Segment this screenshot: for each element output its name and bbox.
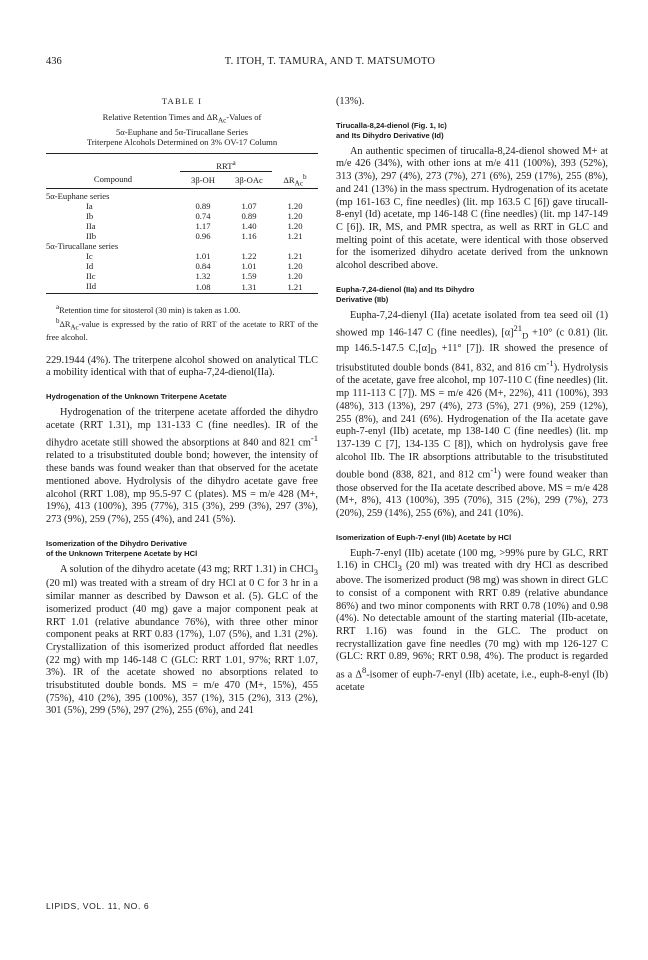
table-row: IId 1.08 1.31 1.21 bbox=[46, 281, 318, 294]
section-heading-tirucalla: Tirucalla-8,24-dienol (Fig. 1, Ic) and Its Dihydro Derivative (Id) bbox=[336, 120, 447, 140]
left-column bbox=[46, 96, 318, 718]
paragraph-tirucalla: An authentic specimen of tirucalla-8,24-dienol showed M+ at m/e 426 (34%), with other ions at m/e 411 (100%), 393 (52%), 313 (3%), 297 (4%), 273 (7%), 271 (6%), 259 (17%), 255 (8%), and 241 (13%) in the mass spectrum. Hydrogenation of its acetate (mp 161-163 C, fine needles) (lit. mp 163.5 C [6]) gave tirucall-8-enyl (Id) acetate, mp 146-148 C (fine needles) (lit. mp 147-149 C [6]). IR, MS, and PMR spectra, as well as RRT in GLC and melting point of this acetate, were identical with those observed for the isomerized dihydro acetate derived from the unknown alcohol described above. bbox=[336, 145, 608, 272]
paragraph-hydrogenation: Hydrogenation of the triterpene acetate afforded the dihydro acetate (RRT 1.31), mp 131-133 C (fine needles). IR of the dihydro acetate still showed the absorptions at 840 and 821 $cm^{-1}$ related to a trisubstituted double bond; however, the intensity of these bands was found weaker than that observed for the acetate mentioned above. Hydrolysis of the dihydro acetate gave free alcohol (RRT 1.08), mp 95.5-97 C (plates). MS = m/e 428 (M+, 19%), 413 (100%), 395 (77%), 315 (3%), 299 (3%), 297 (3%), 273 (9%), 259 (7%), 255 (4%), and 241 (5%). bbox=[46, 406, 318, 525]
table-row: IIa 1.17 1.40 1.20 bbox=[86, 221, 303, 232]
paragraph-continuation: (13%). bbox=[336, 96, 365, 107]
col-oh-header: 3β-OH bbox=[180, 172, 226, 189]
right-column bbox=[336, 96, 608, 695]
table-row: Ib 0.74 0.89 1.20 bbox=[86, 211, 303, 222]
section-heading-isomerization: Isomerization of the Dihydro Derivative of the Unknown Triterpene Acetate by HCl bbox=[46, 538, 198, 558]
running-header bbox=[46, 56, 614, 72]
table-row: Id 0.84 1.01 1.20 bbox=[86, 261, 303, 272]
paragraph-isomerization: A solution of the dihydro acetate (43 mg; RRT 1.31) in CHCl$_3$ (20 ml) was treated with a stream of dry HCl at 0 C for 3 hr in a similar manner as described by Dawson et al. (5). GLC of the isomerized product (40 mg) gave a major component peak at RRT 1.01 (relative abundance 76%), with three other minor component peaks at RRT 0.83 (17%), 1.07 (5%), and 1.31 (2%). Crystallization of this isomerized product afforded flat needles (22 mg) with mp 146-148 C (GLC: RRT 1.01, 97%; RRT 1.07, 3%). IR of the acetate showed no absorptions related to trisubstituted double bonds. MS = m/e 470 (M+, 15%), 455 (75%), 410 (2%), 395 (100%), 357 (1%), 315 (2%), 313 (2%), 301 (5%), 299 (5%), 297 (2%), 255 (6%), and 241 bbox=[46, 563, 318, 717]
footnote-a: $^a$Retention time for sitosterol (30 min) is taken as 1.00. bbox=[56, 303, 241, 316]
retention-table bbox=[46, 153, 318, 294]
table-caption-line-3: Triterpene Alcohols Determined on 3% OV-17 Column bbox=[86, 136, 278, 147]
col-oac-header: 3β-OAc bbox=[226, 172, 272, 189]
running-authors: T. ITOH, T. TAMURA, AND T. MATSUMOTO bbox=[224, 56, 436, 67]
journal-footer: LIPIDS, VOL. 11, NO. 6 bbox=[46, 901, 150, 911]
rrt-header: RRT$^a$ bbox=[180, 158, 272, 171]
table-footnotes bbox=[46, 302, 318, 342]
footnote-b: $^b\Delta R_{Ac}$-value is expressed by the ratio of RRT of the acetate to RRT of the free alcohol. bbox=[46, 317, 318, 342]
table-caption-line-2: 5α-Euphane and 5α-Tirucallane Series bbox=[115, 126, 249, 137]
paragraph-eupha: Eupha-7,24-dienyl (IIa) acetate isolated from tea seed oil (1) showed mp 146-147 C (fine needles), $[\alpha]^{21}_D +10^\circ$ (c 0.81) (lit. mp 146.5-147.5 $C,[\alpha]_D +11^\circ$ [7]). IR showed the presence of trisubstituted double bonds (841, 832, and 816 $cm^{-1}$). Hydrolysis of the acetate, gave free alcohol, mp 107-110 C (fine needles) (lit. mp 111-113 C [7]). MS = m/e 426 (M+, 22%), 411 (100%), 393 (48%), 313 (13%), 297 (4%), 273 (5%), 271 (9%), 259 (12%), 255 (8%), and 241 (6%). Hydrogenation of the IIa acetate gave euph-7-enyl (IIb) acetate, mp 138-140 C (fine needles) (lit. mp 137-139 C [7], 134-135 C [8]), which on hydrolysis gave free alcohol IIb. The IR absorptions attributable to the trisubstituted double bond (838, 821, and 812 $cm^{-1}$) were found weaker than those observed for the IIa acetate described above. MS = m/e 428 (M+, 8%), 413 (100%), 395 (70%), 315 (2%), 299 (7%), 273 (20%), 259 (14%), 255 (6%), and 241 (10%). bbox=[336, 309, 608, 519]
table-group-row: 5α-Tirucallane series bbox=[46, 241, 119, 252]
section-heading-hydrogenation: Hydrogenation of the Unknown Triterpene Acetate bbox=[46, 391, 227, 401]
table-row: Ic 1.01 1.22 1.21 bbox=[86, 251, 303, 262]
section-heading-isomerization-euph: Isomerization of Euph-7-enyl (IIb) Acetate by HCl bbox=[336, 532, 512, 542]
table-group-row: 5α-Euphane series bbox=[46, 191, 110, 202]
table-title: TABLE I bbox=[161, 96, 203, 106]
col-dr-header: $\Delta R_{Ac}^b$ bbox=[272, 172, 318, 189]
table-row: IIb 0.96 1.16 1.21 bbox=[86, 231, 303, 242]
paragraph-isomerization-euph: Euph-7-enyl (IIb) acetate (100 mg, >99% pure by GLC, RRT 1.16) in CHCl$_3$ (20 ml) was treated with dry HCl as described above. The isomerized product (98 mg) was shown in direct GLC to consist of a component with RRT 0.89 (relative abundance 86%) and two minor components with RRT 0.78 (10%) and 0.98 (4%). No detectable amount of the starting material (IIb-acetate, RRT 1.16) was found in the GLC. The product on recrystallization gave fine needles (70 mg) with mp 126-127 C (GLC: RRT 0.89, 96%; RRT 0.98, 4%). The product is regarded as a $\Delta^8$-isomer of euph-7-enyl (IIb) acetate, i.e., euph-8-enyl (Ib) acetate bbox=[336, 547, 609, 694]
col-compound-header: Compound bbox=[46, 172, 180, 189]
paragraph-intro: 229.1944 (4%). The triterpene alcohol showed on analytical TLC a mobility identical with that of eupha-7,24-dienol(IIa). bbox=[46, 354, 318, 379]
section-heading-eupha: Eupha-7,24-dienol (IIa) and Its Dihydro Derivative (IIb) bbox=[336, 284, 475, 304]
table-row: IIc 1.32 1.59 1.20 bbox=[86, 271, 303, 282]
table-caption-line-1: Relative Retention Times and $\Delta R_{Ac}$-Values of bbox=[102, 112, 262, 126]
table-caption bbox=[46, 96, 318, 147]
table-row: Ia 0.89 1.07 1.20 bbox=[86, 201, 303, 212]
page-number: 436 bbox=[46, 56, 62, 67]
